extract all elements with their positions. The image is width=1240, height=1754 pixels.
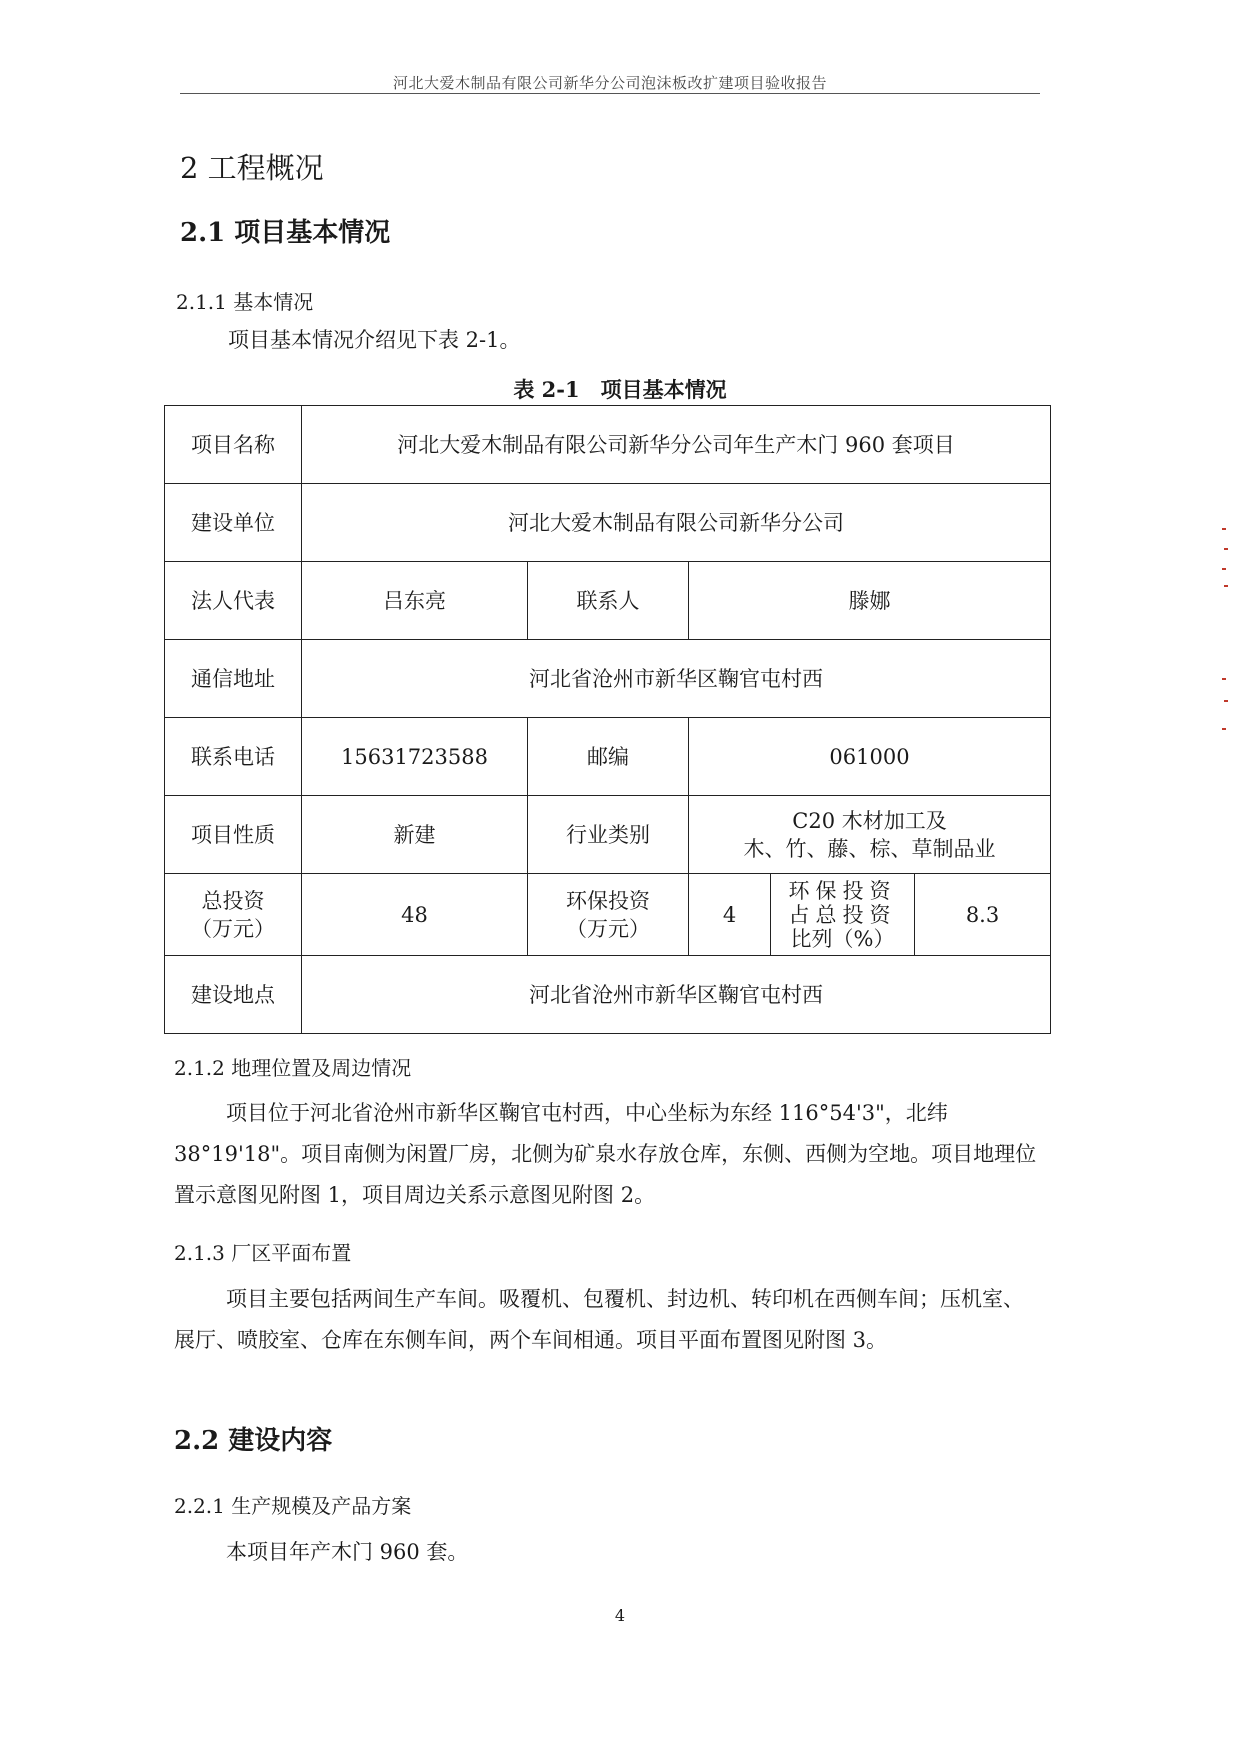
env-invest-label [528, 874, 689, 956]
project-name-label: 项目名称 [165, 406, 302, 484]
env-ratio-label-line2: 占总投资 [788, 902, 897, 927]
section-title-2-2: 2.2 建设内容 [174, 1426, 333, 1456]
industry-value-line1: C20 木材加工及 [792, 808, 947, 833]
scan-mark [1222, 678, 1226, 680]
contact-label: 联系人 [528, 562, 689, 640]
project-basic-info-table [164, 405, 1051, 1034]
scan-mark [1222, 728, 1226, 730]
subsection-title-2-1-2: 2.1.2 地理位置及周边情况 [174, 1056, 412, 1080]
section-title-2-1: 2.1 项目基本情况 [180, 218, 391, 248]
subsection-title-2-2-1: 2.2.1 生产规模及产品方案 [174, 1494, 412, 1518]
project-name-value: 河北大爱木制品有限公司新华分公司年生产木门 960 套项目 [302, 406, 1051, 484]
table-row [165, 484, 1051, 562]
industry-value [689, 796, 1051, 874]
subsection-title-2-1-1: 2.1.1 基本情况 [176, 290, 314, 314]
invest-label [165, 874, 302, 956]
scan-mark [1224, 700, 1228, 702]
header-rule [180, 93, 1040, 94]
table-row [165, 562, 1051, 640]
env-invest-label-line1: 环保投资 [566, 888, 650, 913]
nature-value: 新建 [302, 796, 528, 874]
env-invest-label-line2: （万元） [566, 916, 650, 941]
page-number: 4 [614, 1606, 626, 1625]
env-invest-value: 4 [689, 874, 771, 956]
builder-value: 河北大爱木制品有限公司新华分公司 [302, 484, 1051, 562]
scan-mark [1224, 548, 1228, 550]
scan-mark [1222, 528, 1226, 530]
site-value: 河北省沧州市新华区鞠官屯村西 [302, 956, 1051, 1034]
invest-label-line1: 总投资 [201, 888, 265, 913]
legal-rep-label: 法人代表 [165, 562, 302, 640]
env-ratio-label-line1: 环保投资 [788, 878, 897, 903]
table-row [165, 640, 1051, 718]
address-value: 河北省沧州市新华区鞠官屯村西 [302, 640, 1051, 718]
industry-value-line2: 木、竹、藤、棕、草制品业 [743, 836, 996, 861]
env-ratio-value: 8.3 [915, 874, 1051, 956]
table-row [165, 796, 1051, 874]
layout-paragraph: 项目主要包括两间生产车间。吸覆机、包覆机、封边机、转印机在西侧车间；压机室、展厅、喷胶室、仓库在东侧车间，两个车间相通。项目平面布置图见附图 3。 [174, 1287, 1024, 1352]
site-label: 建设地点 [165, 956, 302, 1034]
chapter-title: 2 工程概况 [180, 151, 324, 185]
builder-label: 建设单位 [165, 484, 302, 562]
intro-paragraph: 项目基本情况介绍见下表 2-1。 [228, 328, 521, 352]
contact-value: 滕娜 [689, 562, 1051, 640]
phone-value: 15631723588 [302, 718, 528, 796]
phone-label: 联系电话 [165, 718, 302, 796]
table-row [165, 406, 1051, 484]
location-paragraph: 项目位于河北省沧州市新华区鞠官屯村西，中心坐标为东经 116°54'3"，北纬 38°19'18"。项目南侧为闲置厂房，北侧为矿泉水存放仓库，东侧、西侧为空地。项目地理位置示意图见附图 1，项目周边关系示意图见附图 2。 [174, 1101, 1037, 1207]
running-header: 河北大爱木制品有限公司新华分公司泡沫板改扩建项目验收报告 [392, 74, 827, 92]
env-ratio-label [771, 874, 915, 956]
table-caption: 表 2-1 项目基本情况 [513, 377, 727, 402]
address-label: 通信地址 [165, 640, 302, 718]
nature-label: 项目性质 [165, 796, 302, 874]
invest-label-line2: （万元） [191, 916, 275, 941]
subsection-title-2-1-3: 2.1.3 厂区平面布置 [174, 1241, 352, 1265]
table-row [165, 956, 1051, 1034]
industry-label: 行业类别 [528, 796, 689, 874]
postcode-value: 061000 [689, 718, 1051, 796]
table-row [165, 874, 1051, 956]
env-ratio-label-line3: 比列（%） [790, 926, 895, 951]
scale-paragraph: 本项目年产木门 960 套。 [226, 1540, 469, 1564]
scan-mark [1224, 585, 1228, 587]
legal-rep-value: 吕东亮 [302, 562, 528, 640]
invest-value: 48 [302, 874, 528, 956]
postcode-label: 邮编 [528, 718, 689, 796]
table-row [165, 718, 1051, 796]
scan-mark [1222, 568, 1226, 570]
